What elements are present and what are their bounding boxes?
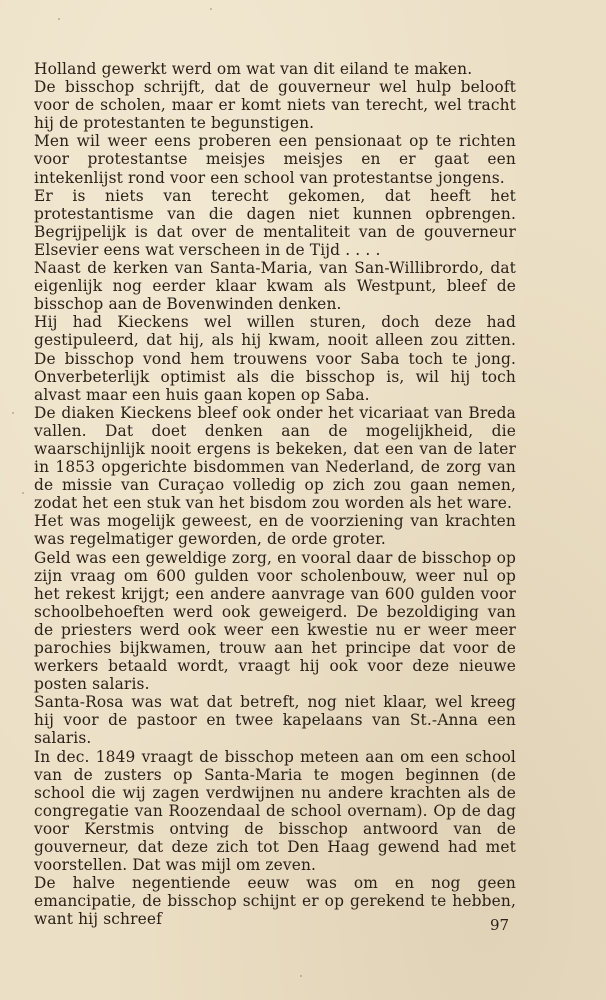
paper-speck bbox=[300, 975, 302, 977]
paragraph: In dec. 1849 vraagt de bisschop meteen aan om een school van de zusters op Santa-Maria te mogen beginnen (de school die wij zagen verdwijnen nu andere krachten als de congregatie van Roozendaal de school overnam). Op de dag voor Kerstmis ontving de bisschop antwoord van de gouverneur, dat deze zich tot Den Haag gewend had met voorstellen. Dat was mijl om zeven. bbox=[34, 747, 516, 875]
paragraph: Naast de kerken van Santa-Maria, van San-Willibrordo, dat eigenlijk nog eerder klaar kwam als Westpunt, bleef de bisschop aan de Bovenwinden denken. bbox=[34, 259, 516, 314]
paragraph: De bisschop schrijft, dat de gouverneur wel hulp belooft voor de scholen, maar er komt niets van terecht, wel tracht hij de protestanten te begunstigen. bbox=[34, 78, 516, 133]
paper-speck bbox=[210, 8, 212, 10]
page-number: 97 bbox=[490, 916, 510, 934]
paragraph: De diaken Kieckens bleef ook onder het vicariaat van Breda vallen. Dat doet denken aan de mogelijkheid, die waarschijnlijk nooit ergens is bekeken, dat een van de later in 1853 opgerichte bisdommen van Nederland, de zorg van de missie van Curaçao volledig op zich zou gaan nemen, zodat het een stuk van het bisdom zou worden als het ware. bbox=[34, 403, 516, 513]
paper-speck bbox=[12, 412, 14, 414]
paragraph: Er is niets van terecht gekomen, dat heeft het protestantisme van die dagen niet kunnen opbrengen. Begrijpelijk is dat over de mentaliteit van de gouverneur Elsevier eens wat verscheen in de Tijd . . . . bbox=[34, 186, 516, 259]
body-text bbox=[34, 60, 516, 929]
paragraph: Men wil weer eens proberen een pensionaat op te richten voor protestantse meisjes meisjes en er gaat een intekenlijst rond voor een school van protestantse jongens. bbox=[34, 132, 516, 187]
paper-speck bbox=[22, 492, 24, 494]
paragraph: Holland gewerkt werd om wat van dit eiland te maken. bbox=[34, 60, 473, 78]
paper-speck bbox=[58, 18, 60, 20]
paragraph: Geld was een geweldige zorg, en vooral daar de bisschop op zijn vraag om 600 gulden voor scholenbouw, weer nul op het rekest krijgt; een andere aanvrage van 600 gulden voor schoolbehoeften werd ook geweigerd. De bezoldiging van de priesters werd ook weer een kwestie nu er weer meer parochies bijkwamen, trouw aan het principe dat voor de werkers betaald wordt, vraagt hij ook voor deze nieuwe posten salaris. bbox=[34, 548, 516, 694]
paragraph: Het was mogelijk geweest, en de voorziening van krachten was regelmatiger geworden, de orde groter. bbox=[34, 512, 516, 549]
paragraph: De halve negentiende eeuw was om en nog geen emancipatie, de bisschop schijnt er op gerekend te hebben, want hij schreef bbox=[34, 874, 516, 929]
paragraph: Hij had Kieckens wel willen sturen, doch deze had gestipuleerd, dat hij, als hij kwam, nooit alleen zou zitten. De bisschop vond hem trouwens voor Saba toch te jong. Onverbeterlijk optimist als die bisschop is, wil hij toch alvast maar een huis gaan kopen op Saba. bbox=[34, 313, 516, 404]
paragraph: Santa-Rosa was wat dat betreft, nog niet klaar, wel kreeg hij voor de pastoor en twee kapelaans van St.-Anna een salaris. bbox=[34, 693, 516, 748]
